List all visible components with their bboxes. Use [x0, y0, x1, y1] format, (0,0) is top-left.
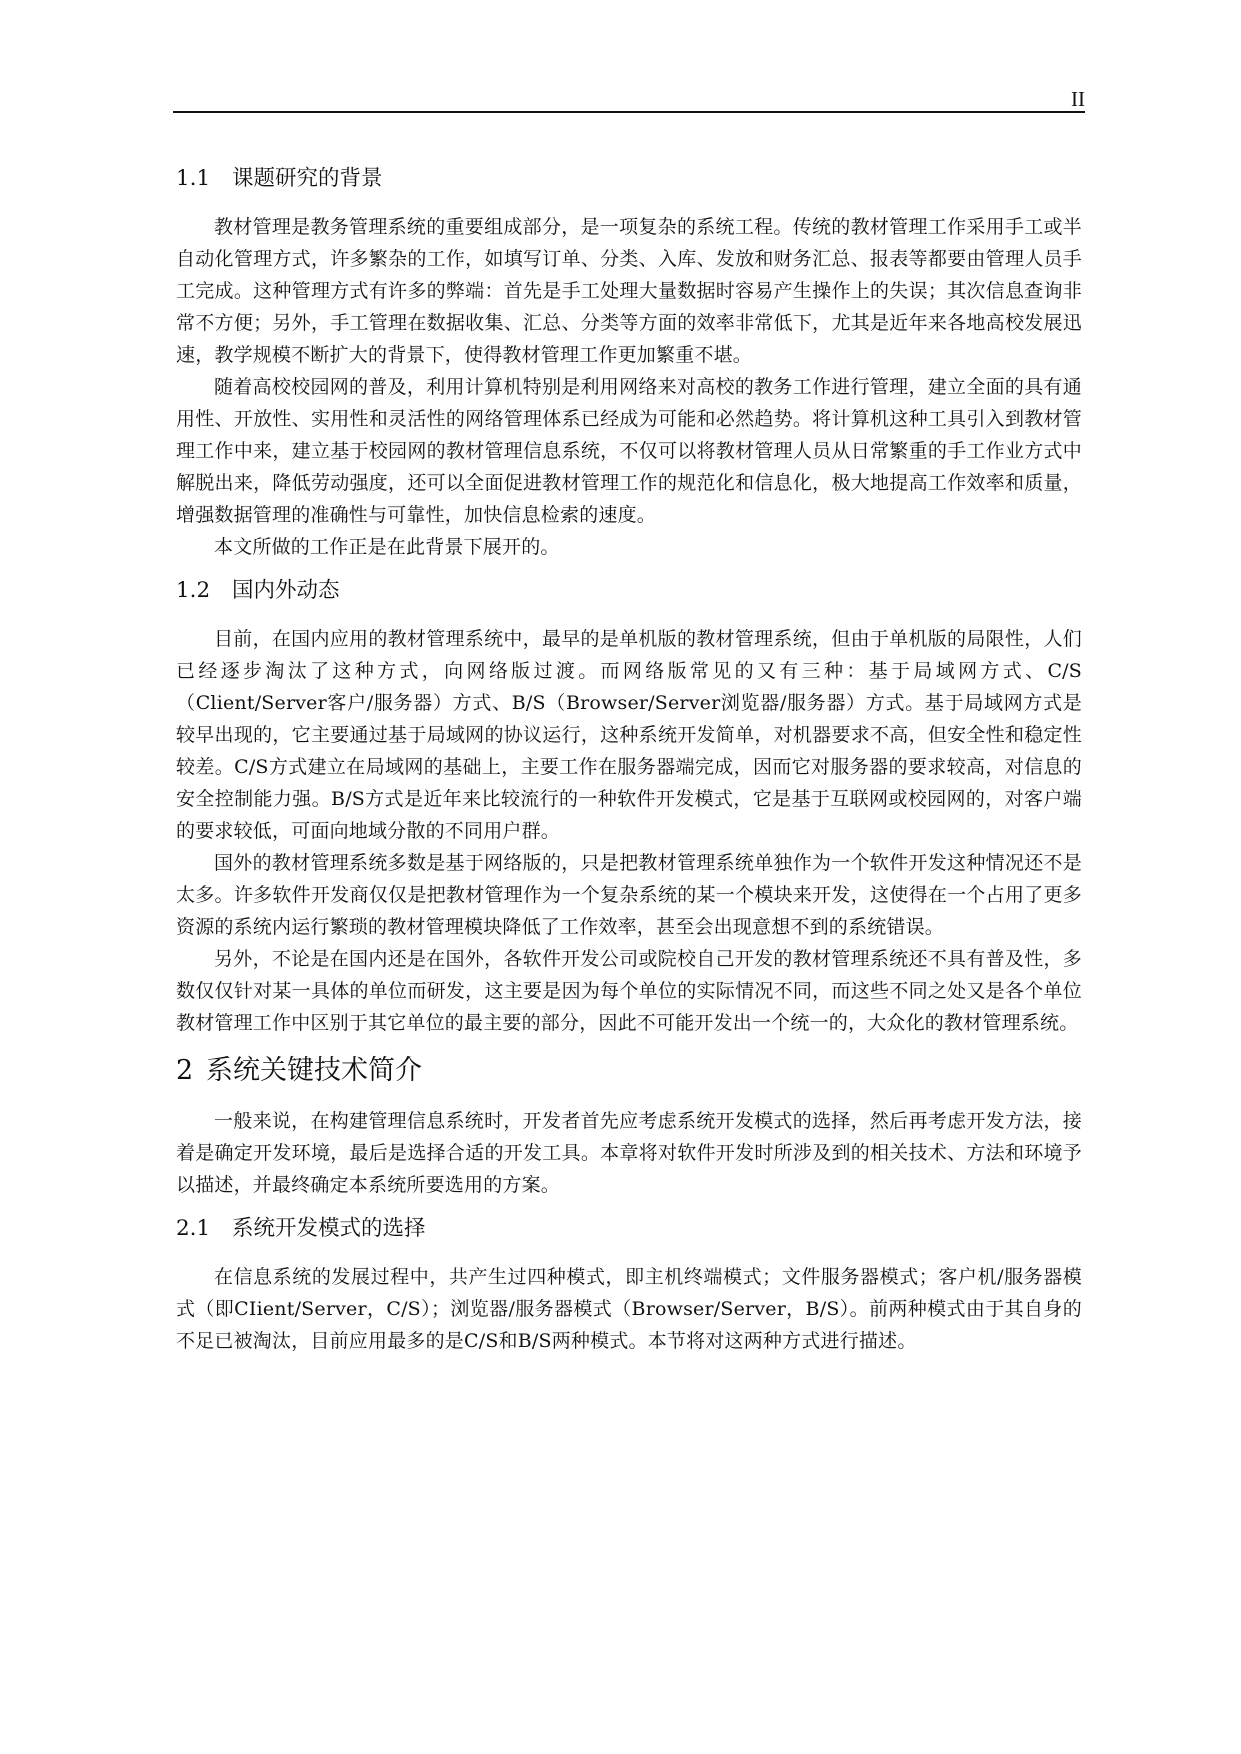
paragraph: 目前，在国内应用的教材管理系统中，最早的是单机版的教材管理系统，但由于单机版的局限性，人们已经逐步淘汰了这种方式，向网络版过渡。而网络版常见的又有三种：基于局域网方式、C/S（Client/Server客户/服务器）方式、B/S（Browser/Server浏览器/服务器）方式。基于局域网方式是较早出现的，它主要通过基于局域网的协议运行，这种系统开发简单，对机器要求不高，但安全性和稳定性较差。C/S方式建立在局域网的基础上，主要工作在服务器端完成，因而它对服务器的要求较高，对信息的安全控制能力强。B/S方式是近年来比较流行的一种软件开发模式，它是基于互联网或校园网的，对客户端的要求较低，可面向地域分散的不同用户群。	[176, 628, 1082, 842]
paragraph: 本文所做的工作正是在此背景下展开的。	[214, 536, 560, 558]
paragraph: 一般来说，在构建管理信息系统时，开发者首先应考虑系统开发模式的选择，然后再考虑开发方法，接着是确定开发环境，最后是选择合适的开发工具。本章将对软件开发时所涉及到的相关技术、方法和环境予以描述，并最终确定本系统所要选用的方案。	[176, 1110, 1082, 1196]
section-heading-1-2	[176, 569, 1082, 613]
paragraph: 另外，不论是在国内还是在国外，各软件开发公司或院校自己开发的教材管理系统还不具有普及性，多数仅仅针对某一具体的单位而研发，这主要是因为每个单位的实际情况不同，而这些不同之处又是各个单位教材管理工作中区别于其它单位的最主要的部分，因此不可能开发出一个统一的，大众化的教材管理系统。	[176, 948, 1082, 1034]
paragraph: 随着高校校园网的普及，利用计算机特别是利用网络来对高校的教务工作进行管理，建立全面的具有通用性、开放性、实用性和灵活性的网络管理体系已经成为可能和必然趋势。将计算机这种工具引入到教材管理工作中来，建立基于校园网的教材管理信息系统，不仅可以将教材管理人员从日常繁重的手工作业方式中解脱出来，降低劳动强度，还可以全面促进教材管理工作的规范化和信息化，极大地提高工作效率和质量，增强数据管理的准确性与可靠性，加快信息检索的速度。	[176, 376, 1082, 526]
section-title: 课题研究的背景	[232, 166, 383, 191]
header-rule	[173, 111, 1085, 113]
section-title: 国内外动态	[232, 578, 340, 603]
section-number: 1.2	[176, 578, 211, 603]
section-number: 1.1	[176, 166, 211, 191]
chapter-number: 2	[176, 1055, 194, 1086]
section-heading-1-1	[176, 157, 1082, 201]
chapter-title: 系统关键技术简介	[206, 1055, 422, 1086]
paragraph: 在信息系统的发展过程中，共产生过四种模式，即主机终端模式；文件服务器模式；客户机/服务器模式（即CIient/Server，C/S）；浏览器/服务器模式（Browser/Server，B/S）。前两种模式由于其自身的不足已被淘汰，目前应用最多的是C/S和B/S两种模式。本节将对这两种方式进行描述。	[176, 1266, 1082, 1352]
chapter-heading-2	[176, 1047, 1082, 1095]
paragraph: 教材管理是教务管理系统的重要组成部分，是一项复杂的系统工程。传统的教材管理工作采用手工或半自动化管理方式，许多繁杂的工作，如填写订单、分类、入库、发放和财务汇总、报表等都要由管理人员手工完成。这种管理方式有许多的弊端：首先是手工处理大量数据时容易产生操作上的失误；其次信息查询非常不方便；另外，手工管理在数据收集、汇总、分类等方面的效率非常低下，尤其是近年来各地高校发展迅速，教学规模不断扩大的背景下，使得教材管理工作更加繁重不堪。	[176, 216, 1082, 366]
section-heading-2-1	[176, 1207, 1082, 1251]
section-number: 2.1	[176, 1216, 211, 1241]
page-number: II	[1071, 87, 1085, 111]
section-title: 系统开发模式的选择	[232, 1216, 426, 1241]
paragraph: 国外的教材管理系统多数是基于网络版的，只是把教材管理系统单独作为一个软件开发这种情况还不是太多。许多软件开发商仅仅是把教材管理作为一个复杂系统的某一个模块来开发，这使得在一个占用了更多资源的系统内运行繁琐的教材管理模块降低了工作效率，甚至会出现意想不到的系统错误。	[176, 852, 1082, 938]
document-body	[176, 157, 1082, 1357]
